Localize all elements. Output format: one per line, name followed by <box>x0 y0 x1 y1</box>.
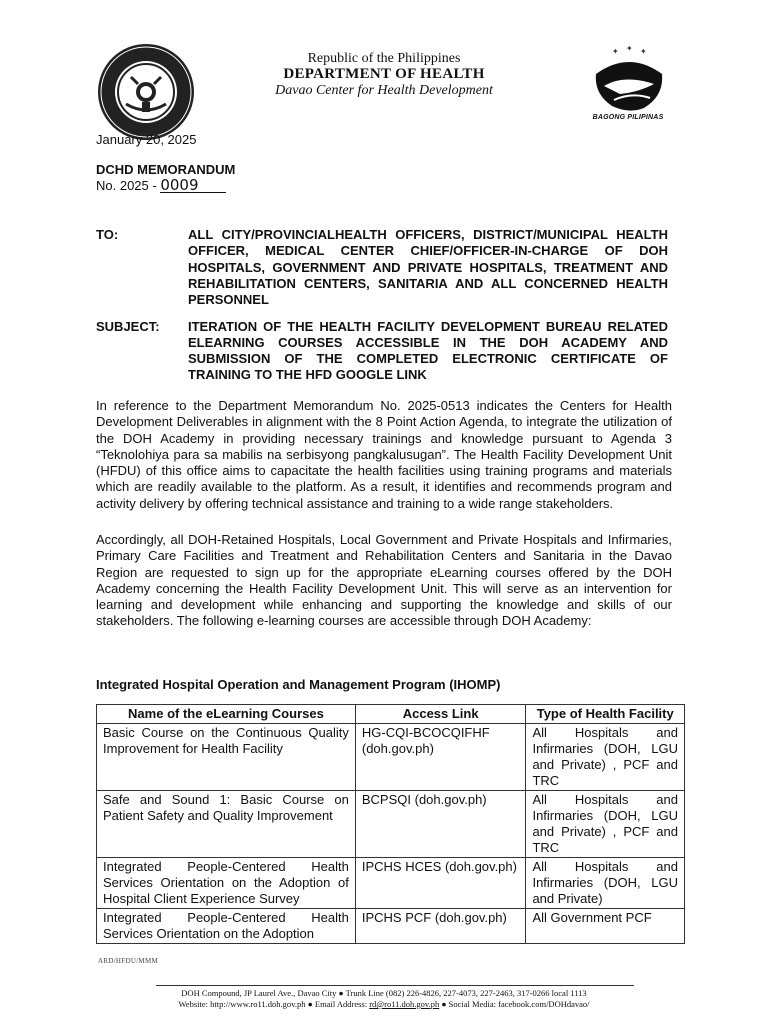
svg-text:✦: ✦ <box>626 44 633 53</box>
memo-title: DCHD MEMORANDUM <box>96 162 236 177</box>
header-department: DEPARTMENT OF HEALTH <box>283 66 485 82</box>
subject-label: SUBJECT: <box>96 319 160 334</box>
memo-number <box>96 178 226 193</box>
to-recipients: ALL CITY/PROVINCIALHEALTH OFFICERS, DISTRICT/MUNICIPAL HEALTH OFFICER, MEDICAL CENTER CHIEF/OFFICER-IN-CHARGE OF DOH HOSPITALS, GOVERNMENT AND PRIVATE HOSPITALS, TREATMENT AND REHABILITATION CENTERS, SANITARIA AND ALL CONCERNED HEALTH PERSONNEL <box>188 227 668 308</box>
course-name: Safe and Sound 1: Basic Course on Patient Safety and Quality Improvement <box>97 791 356 858</box>
header-course-name: Name of the eLearning Courses <box>97 705 356 724</box>
svg-text:✦: ✦ <box>640 47 647 56</box>
footer-email-link[interactable]: rd@ro11.doh.gov.ph <box>369 999 440 1009</box>
header-center: Davao Center for Health Development <box>275 83 493 98</box>
to-label: TO: <box>96 227 119 242</box>
footer-social[interactable]: ● Social Media: facebook.com/DOHdavao/ <box>439 999 590 1009</box>
course-name: Integrated People-Centered Health Services Orientation on the Adoption <box>97 909 356 944</box>
footer-address: DOH Compound, JP Laurel Ave., Davao City ● Trunk Line (082) 226-4826, 227-4073, 227-2463, 317-0266 local 1113 <box>181 988 587 998</box>
bagong-pilipinas-text: BAGONG PILIPINAS <box>592 114 664 121</box>
table-header-row <box>97 705 685 724</box>
footer-website[interactable]: Website: http://www.ro11.doh.gov.ph ● Email Address: <box>178 999 370 1009</box>
footer-contact <box>0 999 768 1009</box>
memo-number-handwritten: 0009 <box>160 178 226 193</box>
facility-type: All Hospitals and Infirmaries (DOH, LGU and Private) , PCF and TRC <box>526 791 685 858</box>
subject-text: ITERATION OF THE HEALTH FACILITY DEVELOPMENT BUREAU RELATED ELEARNING COURSES ACCESSIBLE IN THE DOH ACADEMY AND SUBMISSION OF THE COMPLETED ELECTRONIC CERTIFICATE OF TRAINING TO THE HFD GOOGLE LINK <box>188 319 668 382</box>
svg-text:✦: ✦ <box>612 47 619 56</box>
footer-divider <box>156 985 634 986</box>
access-link[interactable]: BCPSQI (doh.gov.ph) <box>355 791 526 858</box>
table-row <box>97 724 685 791</box>
table-row <box>97 791 685 858</box>
access-link[interactable]: HG-CQI-BCOCQIFHF (doh.gov.ph) <box>355 724 526 791</box>
section-title: Integrated Hospital Operation and Management Program (IHOMP) <box>96 677 501 692</box>
facility-type: All Hospitals and Infirmaries (DOH, LGU and Private) , PCF and TRC <box>526 724 685 791</box>
body-paragraph-1: In reference to the Department Memorandum No. 2025-0513 indicates the Centers for Health Development Deliverables in alignment with the 8 Point Action Agenda, to integrate the utilization of the DOH Academy in providing necessary trainings and knowledge pursuant to Agenda 3 “Teknolohiya para sa mabilis na serbisyong pangkalusugan”. The Health Facility Development Unit (HFDU) of this office aims to capacitate the health facilities using training programs and materials which are readily available to the platform. As a result, it identifies and recommends program and activity delivery by offering technical assistance and training to a wide range stakeholders. <box>96 398 672 511</box>
access-link[interactable]: IPCHS PCF (doh.gov.ph) <box>355 909 526 944</box>
table-row <box>97 909 685 944</box>
course-name: Basic Course on the Continuous Quality Improvement for Health Facility <box>97 724 356 791</box>
bagong-pilipinas-logo-icon <box>584 44 674 124</box>
courses-table <box>96 704 685 944</box>
doh-seal-icon <box>96 42 196 142</box>
header-facility-type: Type of Health Facility <box>526 705 685 724</box>
access-link[interactable]: IPCHS HCES (doh.gov.ph) <box>355 858 526 909</box>
header-access-link: Access Link <box>355 705 526 724</box>
memo-date: January 20, 2025 <box>96 132 197 147</box>
body-paragraph-2: Accordingly, all DOH-Retained Hospitals, Local Government and Private Hospitals and Infirmaries, Primary Care Facilities and Treatment and Rehabilitation Centers and Sanitaria in the Davao Region are requested to sign up for the appropriate eLearning courses offered by the DOH Academy concerning the Health Facility Development Unit. This will serve as an intervention for learning and development while enhancing and supporting the knowledge and skills of our stakeholders. The following e-learning courses are accessible through DOH Academy: <box>96 532 672 629</box>
memo-number-prefix: No. 2025 - <box>96 178 161 193</box>
facility-type: All Government PCF <box>526 909 685 944</box>
course-name: Integrated People-Centered Health Services Orientation on the Adoption of Hospital Client Experience Survey <box>97 858 356 909</box>
facility-type: All Hospitals and Infirmaries (DOH, LGU and Private) <box>526 858 685 909</box>
table-row <box>97 858 685 909</box>
header-republic: Republic of the Philippines <box>307 51 461 66</box>
footer-reference-code: ARD/HFDU/MMM <box>98 957 158 965</box>
